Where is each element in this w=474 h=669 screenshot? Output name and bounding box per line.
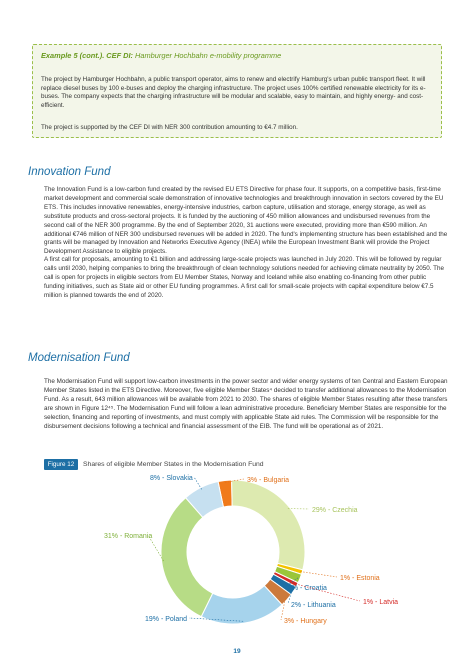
example-title [41,51,281,60]
example-box [32,44,442,138]
figure-badge: Figure 12 [44,459,78,470]
label-croatia: 2% - Croatia [288,585,327,592]
figure-title: Shares of eligible Member States in the Modernisation Fund [83,461,264,468]
label-latvia: 1% - Latvia [363,599,399,606]
label-poland: 19% - Poland [145,616,188,623]
innovation-paragraph-2: A first call for proposals, amounting to €1 billion and addressing large-scale projects was launched in July 2020. This will be followed by regular calls until 2030, helping companies to bring the breakthrough of clean technology solutions needed for achieving climate neutrality by 2050. The call is open for projects in eligible sectors from EU Member States, Norway and Iceland while also enabling co-financing from other public funding initiatives, such as State aid or other EU funding programmes. A first call for small-scale projects with capital expenditure below €7.5 million is planned towards the end of 2020. [44,256,444,299]
example-title-bold: Example 5 (cont.). CEF DI: [41,51,133,60]
page-number: 19 [233,648,241,655]
label-czechia: 29% - Czechia [312,507,358,514]
label-bulgaria: 3% - Bulgaria [247,477,290,484]
slice-czechia [232,480,305,570]
label-slovakia: 8% - Slovakia [150,475,193,482]
example-paragraph-2: The project is supported by the CEF DI with NER 300 contribution amounting to €4.7 million. [41,124,298,131]
label-estonia: 1% - Estonia [340,575,380,582]
label-romania: 31% - Romania [104,533,153,540]
modernisation-fund-heading: Modernisation Fund [28,352,130,364]
slice-poland [201,586,282,624]
donut-chart-svg [44,470,448,632]
innovation-paragraph-1: The Innovation Fund is a low-carbon fund created by the revised EU ETS Directive for phase four. It supports, on a competitive basis, first-time market development and commercial scale demonstration of innovative technologies and breakthrough innovation in sectors covered by the EU ETS. This includes innovative renewables, energy-intensive industries, carbon capture, utilisation and storage, energy storage, as well as substitute products and cross-sectoral projects. It is funded by the auctioning of 450 million allowances and undisbursed revenues from the second call of the NER 300 programme. By the end of September 2020, 31 auctions were executed, providing more than €590 million. An additional €746 million of NER 300 undisbursed revenues will be added in 2020. The fund's implementing structure has been established and the grants will be managed by Innovation and Networks Executive Agency (INEA) while the European Investment Bank will provide the Project Development Assistance to eligible projects. [44,186,448,256]
leader-latvia [295,584,360,601]
example-title-rest: Hamburger Hochbahn e-mobility programme [133,51,282,60]
leader-estonia [300,572,337,577]
label-hungary: 3% - Hungary [284,618,327,625]
donut-chart [44,470,448,632]
innovation-fund-heading: Innovation Fund [28,166,111,178]
example-paragraph-1: The project by Hamburger Hochbahn, a public transport operator, aims to renew and electrify Hamburg's urban public transport fleet. It will replace diesel buses by 100 e-buses and deploy the charging infrastructure. The project uses 100% certified renewable electricity for its e-buses. The company expects that the charging infrastructure will be modular and scalable, easy to maintain, and highly energy- and cost-efficient. [41,76,426,109]
label-lithuania: 2% - Lithuania [291,602,336,609]
modernisation-paragraph-1: The Modernisation Fund will support low-carbon investments in the power sector and wider energy systems of ten Central and Eastern European Member States listed in the ETS Directive. Moreover, five eligible Member States⁴ decided to transfer additional allowances to the Modernisation Fund. As a result, 643 million allowances will be available from 2021 to 2030. The shares of eligible Member States resulting after these transfers are shown in Figure 12⁴⁵. The Modernisation Fund will follow a lean administrative procedure. Beneficiary Member States are responsible for the selection, financing and reporting of investments, and must comply with applicable State aid rules. The Commission will be responsible for the disbursement decisions following a technical and financial assessment of the EIB. The fund will be operational as of 2021. [44,378,448,430]
